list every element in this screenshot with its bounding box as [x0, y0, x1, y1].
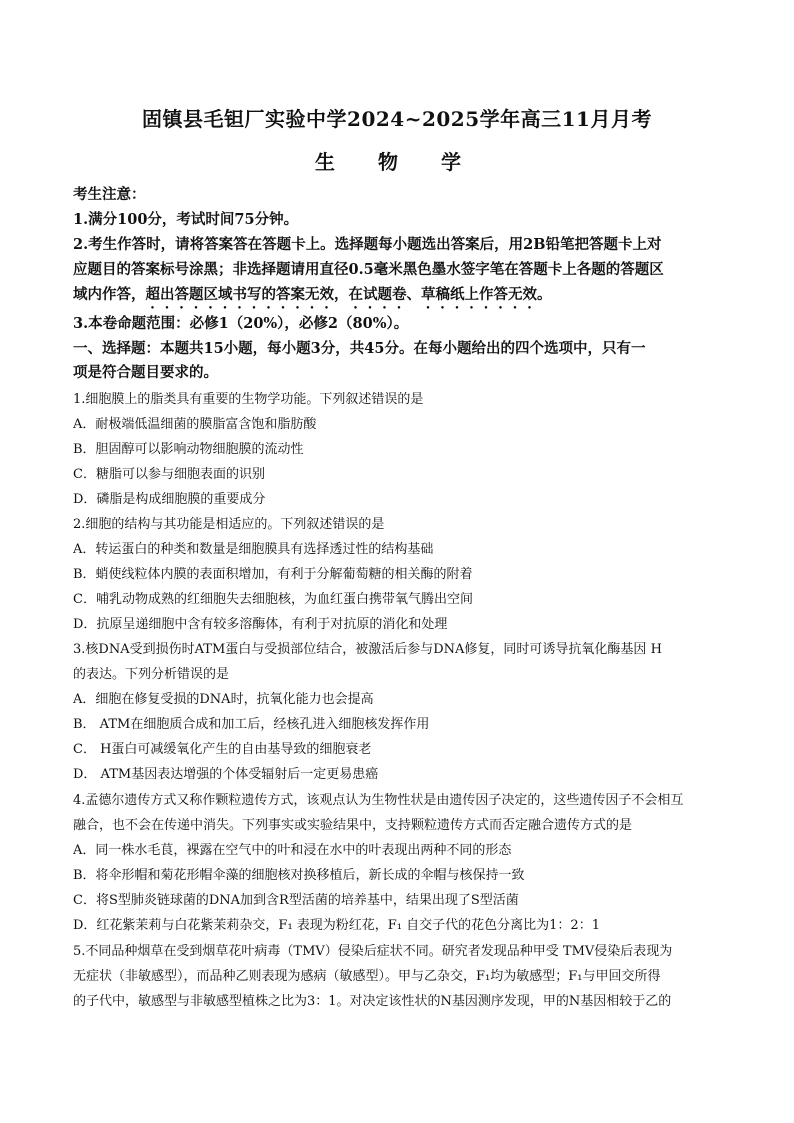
question-2-option-b: B．蛸使线粒体内膜的表面积增加，有利于分解葡萄糖的相关酶的附着	[73, 567, 473, 582]
notice-item-1: 1.满分100分，考试时间75分钟。	[73, 211, 299, 228]
question-4-stem-cont: 融合，也不会在传递中消失。下列事实或实验结果中，支持颗粒遗传方式而否定融合遗传方式的是	[73, 818, 633, 833]
question-3-option-c: C． H蛋白可减缓氧化产生的自由基导致的细胞衰老	[73, 742, 372, 757]
question-4-option-b: B．将伞形帽和菊花形帽伞藻的细胞核对换移植后，新长成的伞帽与核保持一致	[73, 868, 525, 883]
question-1-option-a: A．耐极端低温细菌的膜脂富含饱和脂肪酸	[73, 417, 317, 432]
question-1-option-b: B．胆固醇可以影响动物细胞膜的流动性	[73, 442, 304, 457]
notice-item-2-end	[73, 283, 733, 312]
section-heading: 一、选择题：本题共15小题，每小题3分，共45分。在每小题给出的四个选项中，只有一	[73, 340, 646, 357]
question-1-option-c: C．糖脂可以参与细胞表面的识别	[73, 467, 265, 482]
notice-heading: 考生注意：	[73, 186, 146, 203]
question-5-stem-cont: 无症状（非敏感型），而品种乙则表现为感病（敏感型）。甲与乙杂交，F₁均为敏感型；F₁与甲回交所得	[73, 969, 661, 984]
question-2-option-a: A．转运蛋白的种类和数量是细胞膜具有选择透过性的结构基础	[73, 542, 434, 557]
question-4-stem: 4.孟德尔遗传方式又称作颗粒遗传方式，该观点认为生物性状是由遗传因子决定的，这些遗传因子不会相互	[73, 793, 684, 808]
notice-item-2-emphasis: 超出答题区域书写的答案无效，在试题卷、草稿纸上作答无效。	[145, 286, 552, 303]
question-2-option-d: D．抗原呈递细胞中含有较多溶酶体，有利于对抗原的消化和处理	[73, 617, 448, 632]
question-2-stem: 2.细胞的结构与其功能是相适应的。下列叙述错误的是	[73, 517, 385, 532]
notice-item-3: 3.本卷命题范围：必修1（20%），必修2（80%）。	[73, 315, 409, 332]
question-4-option-d: D．红花紫茉莉与白花紫茉莉杂交，F₁ 表现为粉红花，F₁ 自交子代的花色分离比为1：2：1	[73, 918, 600, 933]
question-4-option-a: A．同一株水毛茛，裸露在空气中的叶和浸在水中的叶表现出两种不同的形态	[73, 843, 512, 858]
question-5-stem: 5.不同品种烟草在受到烟草花叶病毒（TMV）侵染后症状不同。研究者发现品种甲受 TMV侵染后表现为	[73, 944, 673, 959]
question-3-stem: 3.核DNA受到损伤时ATM蛋白与受损部位结合，被激活后参与DNA修复，同时可诱导抗氧化酶基因 H	[73, 642, 662, 657]
question-4-option-c: C．将S型肺炎链球菌的DNA加到含R型活菌的培养基中，结果出现了S型活菌	[73, 893, 519, 908]
question-2-option-c: C．哺乳动物成熟的红细胞失去细胞核，为血红蛋白携带氧气腾出空间	[73, 592, 473, 607]
notice-item-2-plain: 域内作答，	[73, 286, 146, 303]
question-1-option-d: D．磷脂是构成细胞膜的重要成分	[73, 492, 266, 507]
subject-title: 生 物 学	[315, 150, 479, 174]
section-heading-cont: 项是符合题目要求的。	[73, 364, 218, 381]
question-3-option-a: A．细胞在修复受损的DNA时，抗氧化能力也会提高	[73, 692, 374, 707]
question-1-stem: 1.细胞膜上的脂类具有重要的生物学功能。下列叙述错误的是	[73, 392, 424, 407]
question-3-option-d: D． ATM基因表达增强的个体受辐射后一定更易患癌	[73, 767, 379, 782]
notice-item-2: 2.考生作答时，请将答案答在答题卡上。选择题每小题选出答案后，用2B铅笔把答题卡上对	[73, 236, 662, 253]
question-3-option-b: B． ATM在细胞质合成和加工后，经核孔进入细胞核发挥作用	[73, 717, 430, 732]
notice-item-2-cont: 应题目的答案标号涂黑；非选择题请用直径0.5毫米黑色墨水签字笔在答题卡上各题的答题区	[73, 261, 664, 278]
exam-title: 固镇县毛钽厂实验中学2024~2025学年高三11月月考	[142, 107, 652, 131]
question-5-stem-cont-2: 的子代中，敏感型与非敏感型植株之比为3：1。对决定该性状的N基因测序发现，甲的N基因相较于乙的	[73, 994, 672, 1009]
question-3-stem-cont: 的表达。下列分析错误的是	[73, 667, 230, 682]
